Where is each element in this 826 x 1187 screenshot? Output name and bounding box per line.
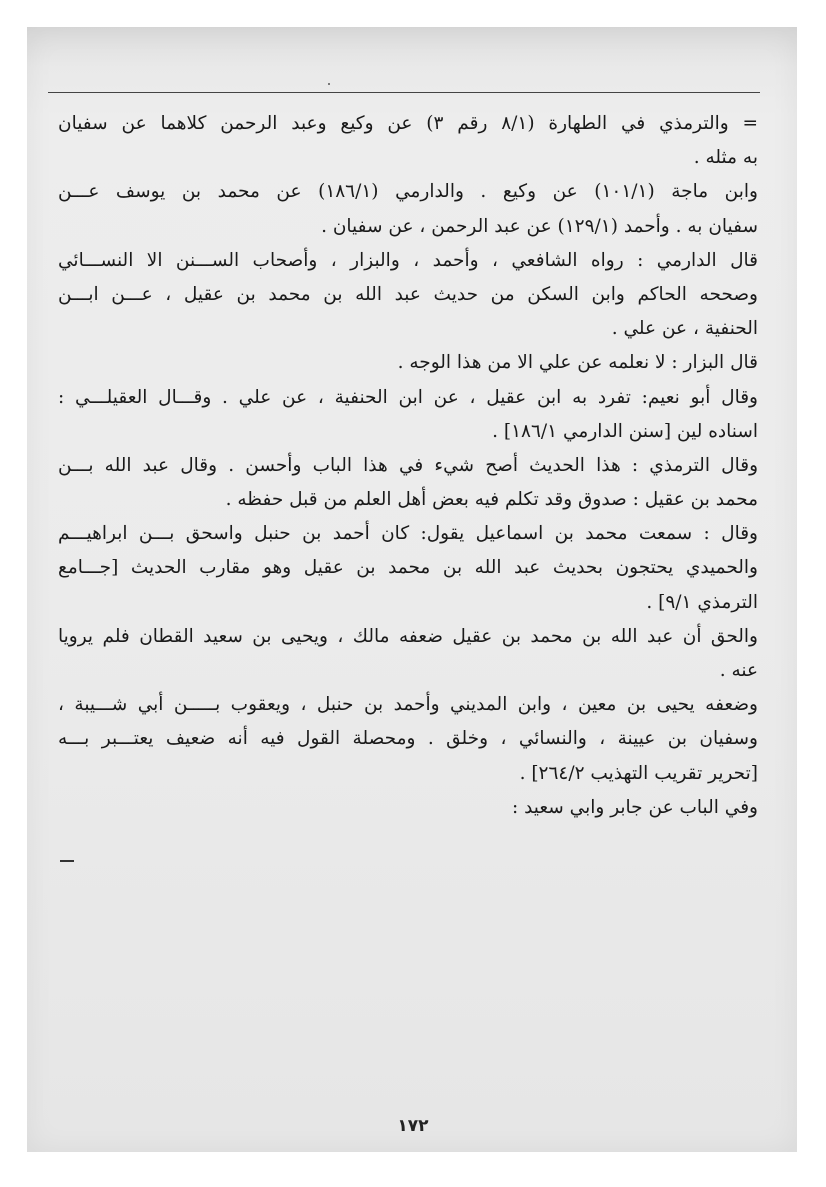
text-line: وقال : سمعت محمد بن اسماعيل يقول: كان أحمد بن حنبل واسحق بـــن ابراهيـــم [58, 523, 758, 545]
text-line: = والترمذي في الطهارة (٨/١ رقم ٣) عن وكيع وعبد الرحمن كلاهما عن سفيان [58, 113, 758, 134]
text-line: وصححه الحاكم وابن السكن من حديث عبد الله بن محمد بن عقيل ، عـــن ابـــن [58, 283, 758, 305]
text-line: قال البزار : لا نعلمه عن علي الا من هذا الوجه . [397, 352, 758, 374]
text-line: وفي الباب عن جابر وابي سعيد : [511, 796, 758, 818]
header-rule [48, 92, 760, 93]
body-text [58, 107, 758, 825]
text-line: سفيان به . وأحمد (١٢٩/١) عن عبد الرحمن ، عن سفيان . [321, 215, 758, 237]
text-line: قال الدارمي : رواه الشافعي ، وأحمد ، والبزار ، وأصحاب الســـنن الا النســـائي [58, 249, 758, 271]
speck-mark [328, 83, 330, 85]
text-line: وسفيان بن عيينة ، والنسائي ، وخلق . ومحصلة القول فيه أنه ضعيف يعتـــبر بـــه [58, 728, 758, 750]
text-line: والحق أن عبد الله بن محمد بن عقيل ضعفه مالك ، ويحيى بن سعيد القطان فلم يرويا [58, 625, 758, 647]
text-line: وضعفه يحيى بن معين ، وابن المديني وأحمد بن حنبل ، ويعقوب بـــــن أبي شـــيبة ، [58, 694, 758, 716]
text-line: اسناده لين [سنن الدارمي ١٨٦/١] . [492, 420, 758, 442]
text-line: الحنفية ، عن علي . [611, 318, 758, 340]
text-line: وابن ماجة (١٠١/١) عن وكيع . والدارمي (١٨٦/١) عن محمد بن يوسف عـــن [58, 181, 758, 203]
continuation-dash [60, 860, 74, 862]
text-line: وقال الترمذي : هذا الحديث أصح شيء في هذا الباب وأحسن . وقال عبد الله بـــن [58, 454, 758, 476]
text-line: [تحرير تقريب التهذيب ٢٦٤/٢] . [519, 762, 758, 784]
text-line: والحميدي يحتجون بحديث عبد الله بن محمد بن عقيل وهو مقارب الحديث [جـــامع [58, 557, 758, 579]
page-number: ١٧٢ [397, 1116, 429, 1136]
text-line: محمد بن عقيل : صدوق وقد تكلم فيه بعض أهل العلم من قبل حفظه . [225, 489, 758, 511]
text-line: به مثله . [693, 147, 758, 169]
text-line: وقال أبو نعيم: تفرد به ابن عقيل ، عن ابن الحنفية ، عن علي . وقـــال العقيلـــي : [58, 386, 758, 408]
text-line: عنه . [719, 660, 758, 681]
text-line: الترمذي ٩/١] . [646, 591, 758, 613]
